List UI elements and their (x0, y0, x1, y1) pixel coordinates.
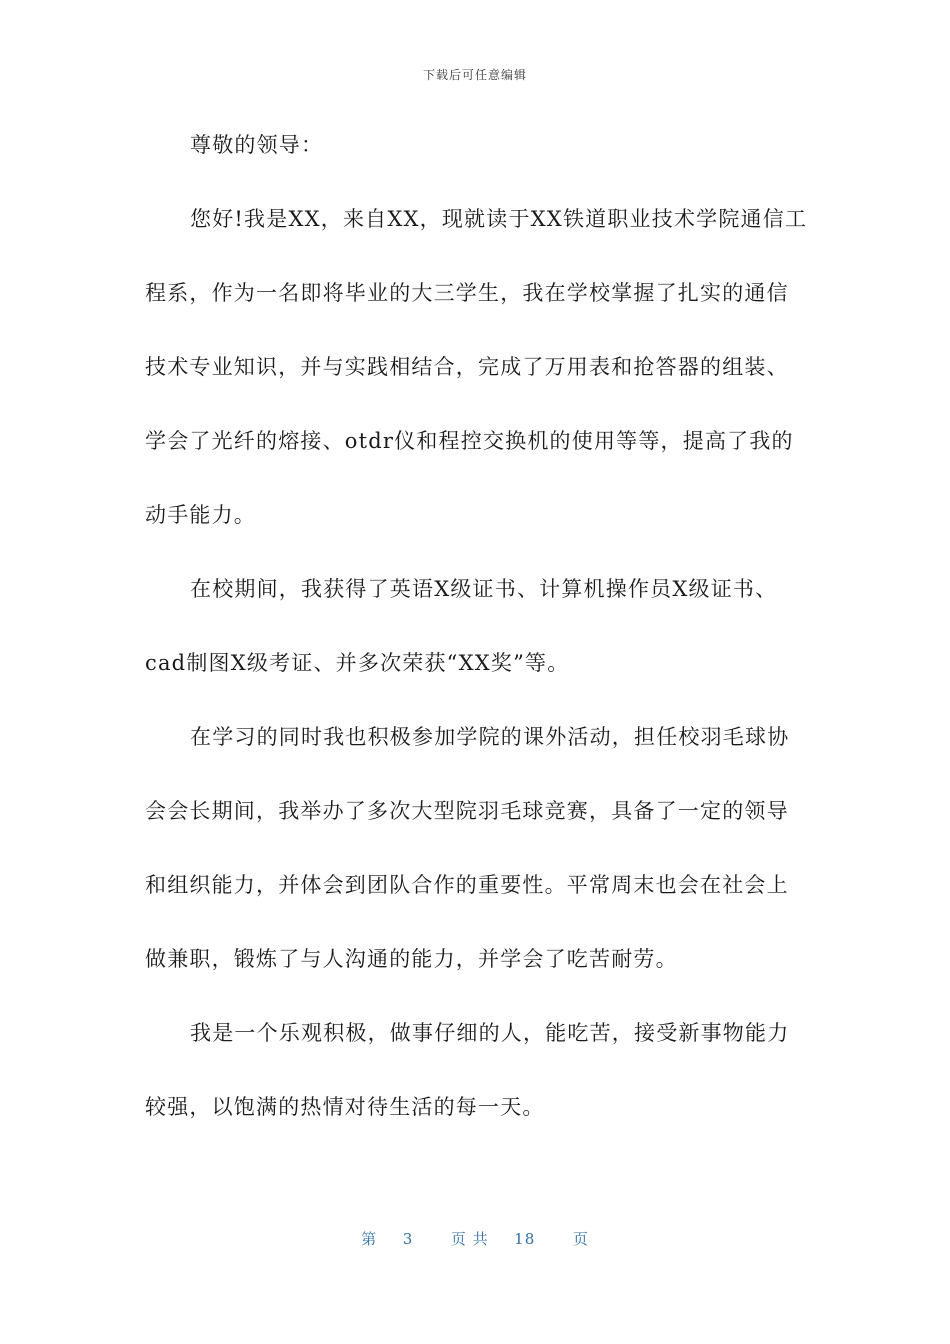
paragraph-line: 动手能力。 (145, 503, 256, 527)
paragraph-line: 技术专业知识，并与实践相结合，完成了万用表和抢答器的组装、 (145, 355, 789, 379)
header-note: 下载后可任意编辑 (422, 68, 527, 82)
paragraph-line: 您好!我是XX，来自XX，现就读于XX铁道职业技术学院通信工 (190, 207, 808, 231)
paragraph-line: 较强，以饱满的热情对待生活的每一天。 (145, 1095, 545, 1119)
salutation: 尊敬的领导： (190, 133, 324, 157)
page-footer (0, 1228, 950, 1249)
page-suffix: 页 (572, 1230, 589, 1248)
paragraph-line: 在校期间，我获得了英语X级证书、计算机操作员X级证书、 (190, 577, 778, 601)
paragraph-line: 在学习的同时我也积极参加学院的课外活动，担任校羽毛球协 (190, 725, 790, 749)
total-pages: 18 (514, 1230, 536, 1248)
document-body (145, 122, 808, 1158)
paragraph-line: 我是一个乐观积极，做事仔细的人，能吃苦，接受新事物能力 (190, 1021, 790, 1045)
paragraph-line: 会会长期间，我举办了多次大型院羽毛球竞赛，具备了一定的领导 (145, 799, 789, 823)
page-prefix: 第 (361, 1230, 378, 1248)
paragraph-line: cad制图X级考证、并多次荣获“XX奖”等。 (145, 651, 570, 675)
paragraph-line: 学会了光纤的熔接、otdr仪和程控交换机的使用等等，提高了我的 (145, 429, 794, 453)
page-number: 3 (402, 1230, 414, 1248)
paragraph-line: 做兼职，锻炼了与人沟通的能力，并学会了吃苦耐劳。 (145, 947, 678, 971)
paragraph-line: 和组织能力，并体会到团队合作的重要性。平常周末也会在社会上 (145, 873, 789, 897)
page-middle: 页 共 (450, 1230, 489, 1248)
paragraph-line: 程系，作为一名即将毕业的大三学生，我在学校掌握了扎实的通信 (145, 281, 789, 305)
